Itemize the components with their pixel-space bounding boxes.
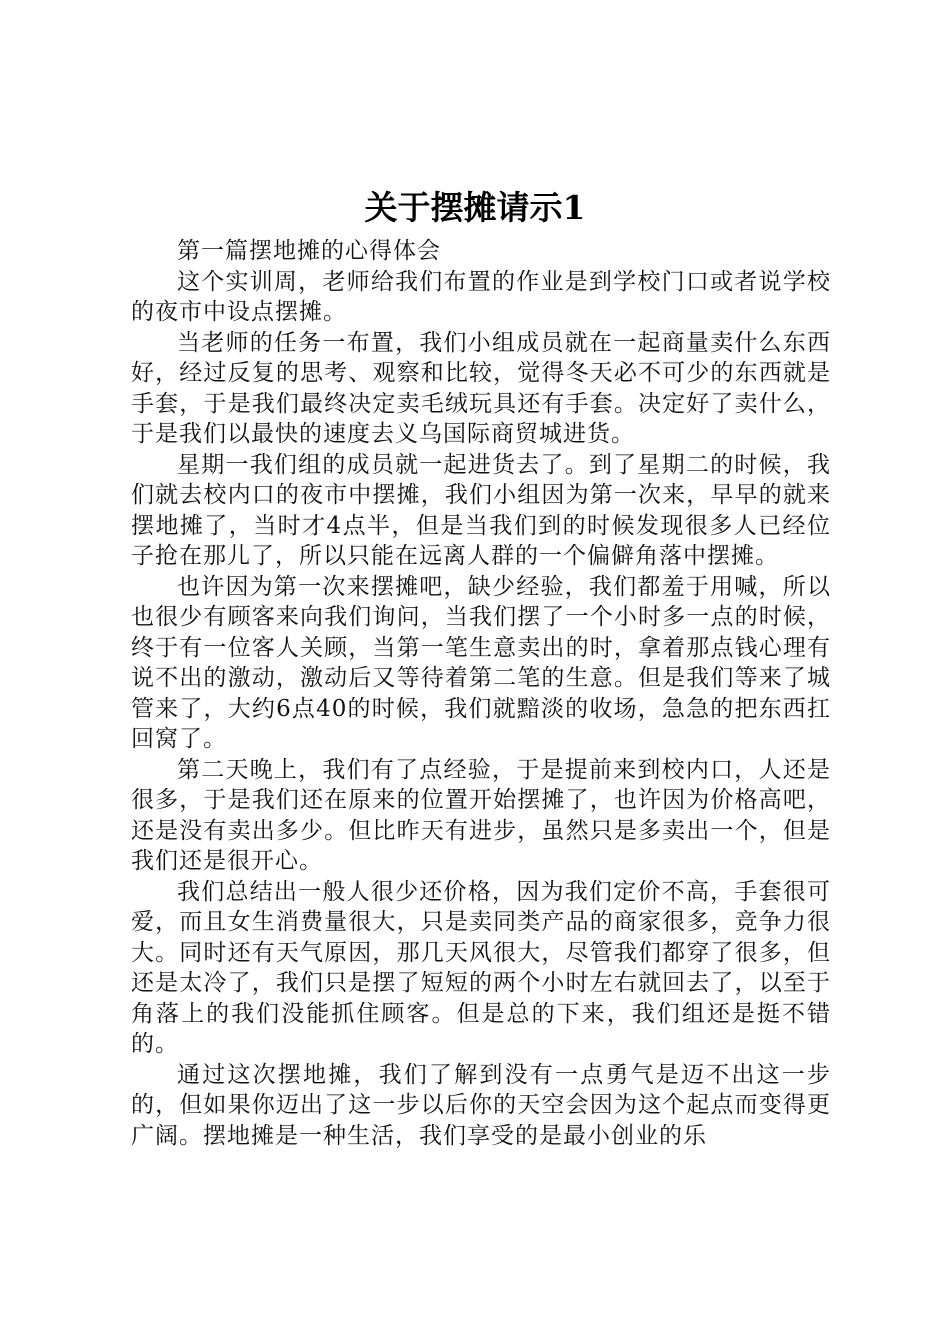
document-title: 关于摆摊请示1 xyxy=(364,188,586,227)
document-body xyxy=(131,236,831,1151)
paragraph: 也许因为第一次来摆摊吧，缺少经验，我们都羞于用喊，所以也很少有顾客来向我们询问，当我们摆了一个小时多一点的时候，终于有一位客人关顾，当第一笔生意卖出的时，拿着那点钱心理有说不出的激动，激动后又等待着第二笔的生意。但是我们等来了城管来了，大约6点40的时候，我们就黯淡的收场，急急的把东西扛回窝了。 xyxy=(131,573,831,752)
paragraph: 第二天晚上，我们有了点经验，于是提前来到校内口，人还是很多，于是我们还在原来的位置开始摆摊了，也许因为价格高吧，还是没有卖出多少。但比昨天有进步，虽然只是多卖出一个，但是我们还是很开心。 xyxy=(131,756,831,874)
paragraph: 我们总结出一般人很少还价格，因为我们定价不高，手套很可爱，而且女生消费量很大，只是卖同类产品的商家很多，竞争力很大。同时还有天气原因，那几天风很大，尽管我们都穿了很多，但还是太冷了，我们只是摆了短短的两个小时左右就回去了，以至于角落上的我们没能抓住顾客。但是总的下来，我们组还是挺不错的。 xyxy=(131,878,831,1057)
paragraph-heading: 第一篇摆地摊的心得体会 xyxy=(177,238,441,264)
paragraph: 这个实训周，老师给我们布置的作业是到学校门口或者说学校的夜市中设点摆摊。 xyxy=(131,268,831,325)
paragraph: 通过这次摆地摊，我们了解到没有一点勇气是迈不出这一步的，但如果你迈出了这一步以后你的天空会因为这个起点而变得更广阔。摆地摊是一种生活，我们享受的是最小创业的乐 xyxy=(131,1061,831,1149)
paragraph: 当老师的任务一布置，我们小组成员就在一起商量卖什么东西好，经过反复的思考、观察和比较，觉得冬天必不可少的东西就是手套，于是我们最终决定卖毛绒玩具还有手套。决定好了卖什么，于是我们以最快的速度去义乌国际商贸城进货。 xyxy=(131,329,831,447)
paragraph: 星期一我们组的成员就一起进货去了。到了星期二的时候，我们就去校内口的夜市中摆摊，我们小组因为第一次来，早早的就来摆地摊了，当时才4点半，但是当我们到的时候发现很多人已经位子抢在那儿了，所以只能在远离人群的一个偏僻角落中摆摊。 xyxy=(131,451,831,569)
